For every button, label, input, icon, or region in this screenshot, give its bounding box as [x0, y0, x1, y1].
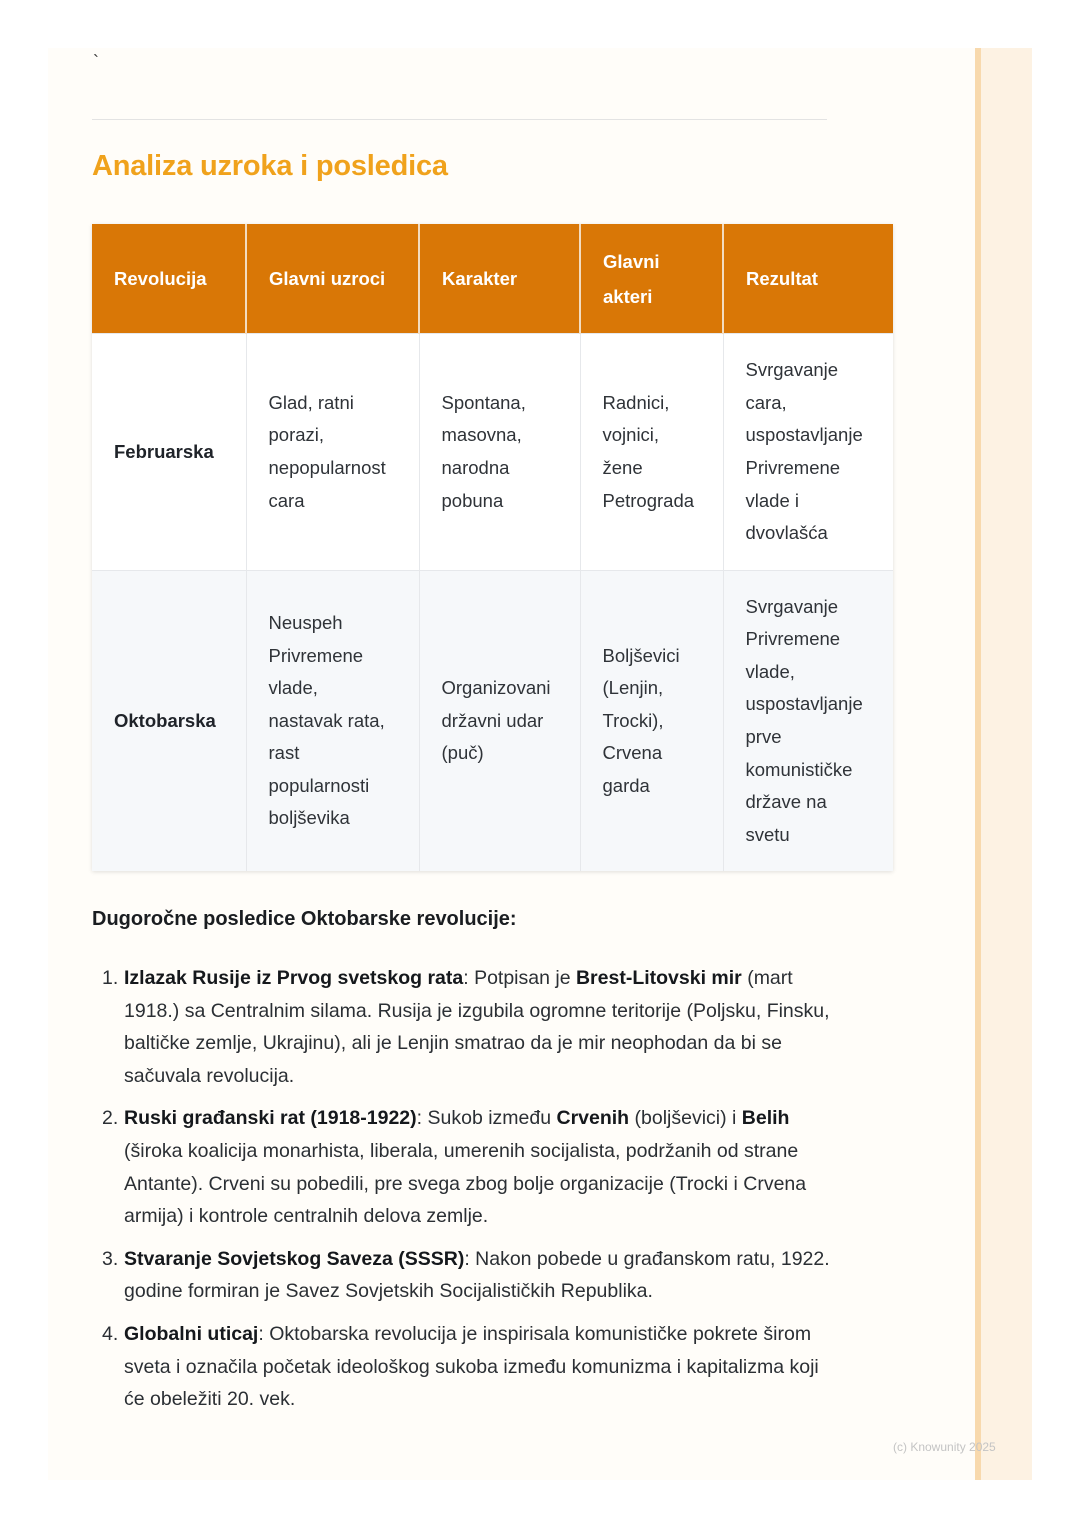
- table-header-row: [92, 224, 893, 334]
- consequences-list: [92, 962, 832, 1426]
- list-item: [92, 962, 832, 1092]
- item-text: (široka koalicija monarhista, liberala, umerenih socijalista, podržanih od strane Antante). Crveni su pobedili, pre svega zbog bolje organizacije (Trocki i Crvena armija) i kontrole centralnih delova zemlje.: [124, 1139, 807, 1228]
- item-text: : Potpisan je: [463, 967, 576, 989]
- cell-akteri: Radnici, vojnici, žene Petrograda: [580, 334, 723, 571]
- header-glavni-akteri: Glavni akteri: [580, 224, 723, 334]
- list-item: [92, 1243, 832, 1308]
- header-glavni-uzroci: Glavni uzroci: [246, 224, 419, 334]
- section-title: Analiza uzroka i posledica: [92, 150, 448, 182]
- cell-rezultat: Svrgavanje Privremene vlade, uspostavljanje prve komunističke države na svetu: [723, 571, 893, 872]
- header-rezultat: Rezultat: [723, 224, 893, 334]
- header-karakter: Karakter: [419, 224, 580, 334]
- table-row: [92, 571, 893, 872]
- page-side-band: [975, 48, 1032, 1480]
- item-text: : Sukob između: [416, 1107, 557, 1130]
- cause-effect-table: [92, 224, 893, 871]
- list-number: 1.: [102, 967, 119, 989]
- list-number: 2.: [102, 1107, 119, 1130]
- item-text: : Oktobarska revolucija je inspirisala komunističke pokrete širom sveta i označila početak ideološkog sukoba između komunizma i kapitalizma koji će obeležiti 20. vek.: [124, 1322, 819, 1411]
- item-text: : Nakon pobede u građanskom ratu, 1922. godine formiran je Savez Sovjetskih Socijalističkih Republika.: [124, 1247, 830, 1303]
- item-text: (boljševici) i: [629, 1107, 742, 1130]
- consequences-heading: Dugoročne posledice Oktobarske revolucije:: [92, 908, 517, 930]
- item-bold: Crvenih: [556, 1107, 630, 1130]
- cell-karakter: Organizovani državni udar (puč): [419, 571, 580, 872]
- item-title: Globalni uticaj: [124, 1322, 259, 1345]
- list-item: [92, 1102, 832, 1232]
- cell-uzroci: Glad, ratni porazi, nepopularnost cara: [246, 334, 419, 571]
- list-item: [92, 1318, 832, 1416]
- item-title: Stvaranje Sovjetskog Saveza (SSSR): [124, 1247, 465, 1270]
- item-text: (mart 1918.) sa Centralnim silama. Rusija je izgubila ogromne teritorije (Poljsku, Finsku, baltičke zemlje, Ukrajinu), ali je Lenjin smatrao da je mir neophodan da bi se sačuvala revolucija.: [124, 967, 830, 1087]
- item-title: Izlazak Rusije iz Prvog svetskog rata: [124, 967, 464, 989]
- item-bold: Belih: [741, 1107, 790, 1130]
- cell-revolucija: Februarska: [92, 334, 246, 571]
- header-revolucija: Revolucija: [92, 224, 246, 334]
- item-bold: Brest-Litovski mir: [575, 967, 742, 989]
- copyright-footer: (c) Knowunity 2025: [893, 1440, 996, 1454]
- list-number: 3.: [102, 1247, 119, 1270]
- cell-uzroci: Neuspeh Privremene vlade, nastavak rata, rast popularnosti boljševika: [246, 571, 419, 872]
- cell-revolucija: Oktobarska: [92, 571, 246, 872]
- section-divider: [92, 119, 827, 120]
- stray-mark: `: [93, 52, 99, 72]
- cell-karakter: Spontana, masovna, narodna pobuna: [419, 334, 580, 571]
- item-title: Ruski građanski rat (1918-1922): [124, 1107, 417, 1130]
- page-side-stripe: [975, 48, 981, 1480]
- cell-rezultat: Svrgavanje cara, uspostavljanje Privremene vlade i dvovlašća: [723, 334, 893, 571]
- cell-akteri: Boljševici (Lenjin, Trocki), Crvena garda: [580, 571, 723, 872]
- table-row: [92, 334, 893, 571]
- list-number: 4.: [102, 1322, 119, 1345]
